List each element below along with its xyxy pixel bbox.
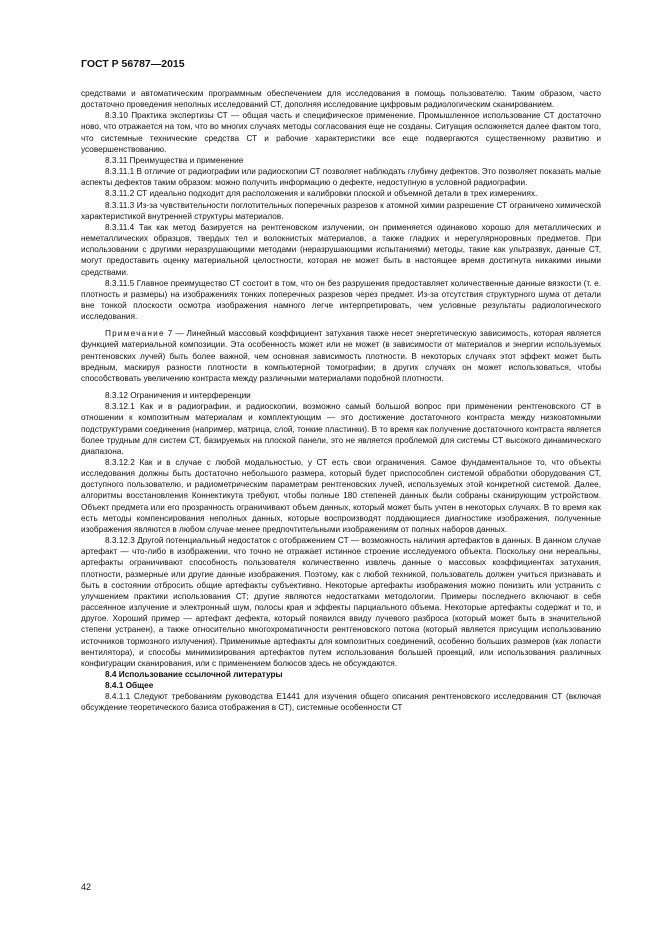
note: [81, 328, 601, 384]
note-text: 7 — Линейный массовый коэффициент затухания также несет энергетическую зависимость, которая является функцией материальной композиции. Эта особенность может или не может (в зависимости от материалов и энергии используемых рентгеновских лучей) быть более важной, чем основная зависимость плотности. В некоторых случаях этот эффект может быть вредным, маскируя разности плотности в компьютерной томографии; в других случаях он может использоваться, чтобы способствовать увеличению контраста между различными материалами подобной плотности.: [81, 329, 601, 383]
section-heading: 8.4 Использование ссылочной литературы: [105, 669, 283, 679]
paragraph: 8.3.12.1 Как и в радиографии, и радиоскопии, возможно самый большой вопрос при применении рентгеновского СТ в отношении к композитным материалам и комплектующим — это достижение достаточного контраста между низкоатомными подструктурами соединения (например, матрица, слой, тонкие пластинки). В то время как получение достаточного контраста является более трудным для систем СТ, базируемых на плоской панели, это не является проблемой для системы СТ высокого динамического диапазона.: [81, 402, 601, 456]
subsection-heading: 8.4.1 Общее: [105, 681, 154, 691]
page-number: 42: [81, 882, 92, 892]
paragraph: 8.3.11.1 В отличие от радиографии или радиоскопии СТ позволяет наблюдать глубину дефектов. Это позволяет показать малые аспекты дефектов таким образом: можно получить информацию о дефекте, недоступную в условной радиографии.: [81, 167, 601, 188]
paragraph: 8.3.11.3 Из-за чувствительности поглотительных поперечных разрезов к атомной химии разрешение СТ ограничено химической характеристикой внутренней структуры материалов.: [81, 200, 601, 221]
paragraph: 8.3.12.2 Как и в случае с любой модальностью, у СТ есть свои ограничения. Самое фундаментальное то, что объекты исследования должны быть достаточно небольшого размера, который будет приспособлен системой обработки оборудования СТ, доступного пользователю, и радиометрическим параметрам рентгеновских лучей, используемых этой конкретной системой. Далее, алгоритмы восстановления Коннектикута требуют, чтобы полные 180 степеней данных были собраны сканирующим устройством. Объект предмета или его прозрачность ограничивают объем данных, который может быть учтен в некоторых случаях. В то время как есть методы компенсирования неполных данных, которые воспроизводят поддающиеся диагностике изображения, полученные изображения являются в любом случае менее предпочтительными изображениям от полных наборов данных.: [81, 458, 601, 534]
paragraph: средствами и автоматическим программным обеспечением для исследования в помощь пользователю. Таким образом, часто достаточно проведения неполных исследований СТ, дополняя исследование цифровым радиологическим сканированием.: [81, 89, 601, 110]
document-body: [81, 88, 601, 714]
paragraph: 8.3.11.4 Так как метод базируется на рентгеновском излучении, он применяется одинаково хорошо для металлических и неметаллических образцов, твердых тел и волокнистых материалов, а также гладких и нерегулярноровных предметов. При использовании с другими неразрушающими методами (неразрушающими испытаниями) методы, такие как ультразвук, данные СТ, могут предоставить оценку материальной целостности, которая не может быть в настоящее время достигнута никакими иными средствами.: [81, 222, 601, 277]
document-header: ГОСТ Р 56787—2015: [81, 58, 185, 70]
section-heading: 8.3.12 Ограничения и интерференции: [105, 391, 251, 401]
note-label: Примечание: [105, 329, 165, 339]
paragraph: 8.3.10 Практика экспертизы СТ — общая часть и специфическое применение. Промышленное использование СТ достаточно ново, что отражается на том, что во многих случаях методы согласования еще не созданы. Ситуация осложняется далее фактом того, что системные технические средства СТ и рабочие характеристики все еще подвергаются существенному развитию и усовершенствованию.: [81, 111, 601, 154]
paragraph: 8.3.11.2 СТ идеально подходит для расположения и калибровки плоской и объемной детали в трех измерениях.: [105, 189, 538, 199]
paragraph: 8.3.12.3 Другой потенциальный недостаток с отображением СТ — возможность наличия артефактов в данных. В данном случае артефакт — что-либо в изображении, что точно не отражает истинное строение исследуемого объекта. Поскольку они нереальны, артефакты ограничивают способность пользователя количественно извлечь данные о массовых коэффициентах затухания, плотности, размерные или другие данные изображения. Поэтому, как с любой техникой, пользователь должен учиться признавать и быть в состоянии отбросить общие артефакты субъективно. Некоторые артефакты изображения можно понизить или устранить с улучшением практики использования СТ; другие являются недостатками методологии. Примеры последнего включают в себя рассеянное излучение и электронный шум, полосы края и эффекты парциального объема. Некоторые артефакты содержат и то, и другое. Хороший пример — артефакт дефекта, который появился ввиду лучевого разброса (который может быть в значительной степени устранен), а также относительно многохроматичности рентгеновского потока (который является присущим использованию источников тормозного излучения). Применимые артефакты для композитных соединений, особенно больших размеров (как лопасти вентилятора), и способы минимизирования артефактов путем использования большей проекций, или использования различных конфигурации сканирования, или с применением болюсов здесь не обсуждаются.: [81, 536, 601, 668]
paragraph: 8.4.1.1 Следуют требованиям руководства Е1441 для изучения общего описания рентгеновского исследования СТ (включая обсуждение теоретического базиса отображения в СТ), системные особенности СТ: [81, 692, 601, 713]
section-heading: 8.3.11 Преимущества и применение: [105, 155, 244, 165]
paragraph: 8.3.11.5 Главное преимущество СТ состоит в том, что он без разрушения предоставляет количественные данные вязкости (т. е. плотность и размеры) на изображениях тонких поперечных разрезов через предмет. Из-за отсутствия структурного шума от детали вне тонкой плоскости осмотра изображения намного легче интерпретировать, чем условные результаты радиологического исследования.: [81, 278, 601, 322]
